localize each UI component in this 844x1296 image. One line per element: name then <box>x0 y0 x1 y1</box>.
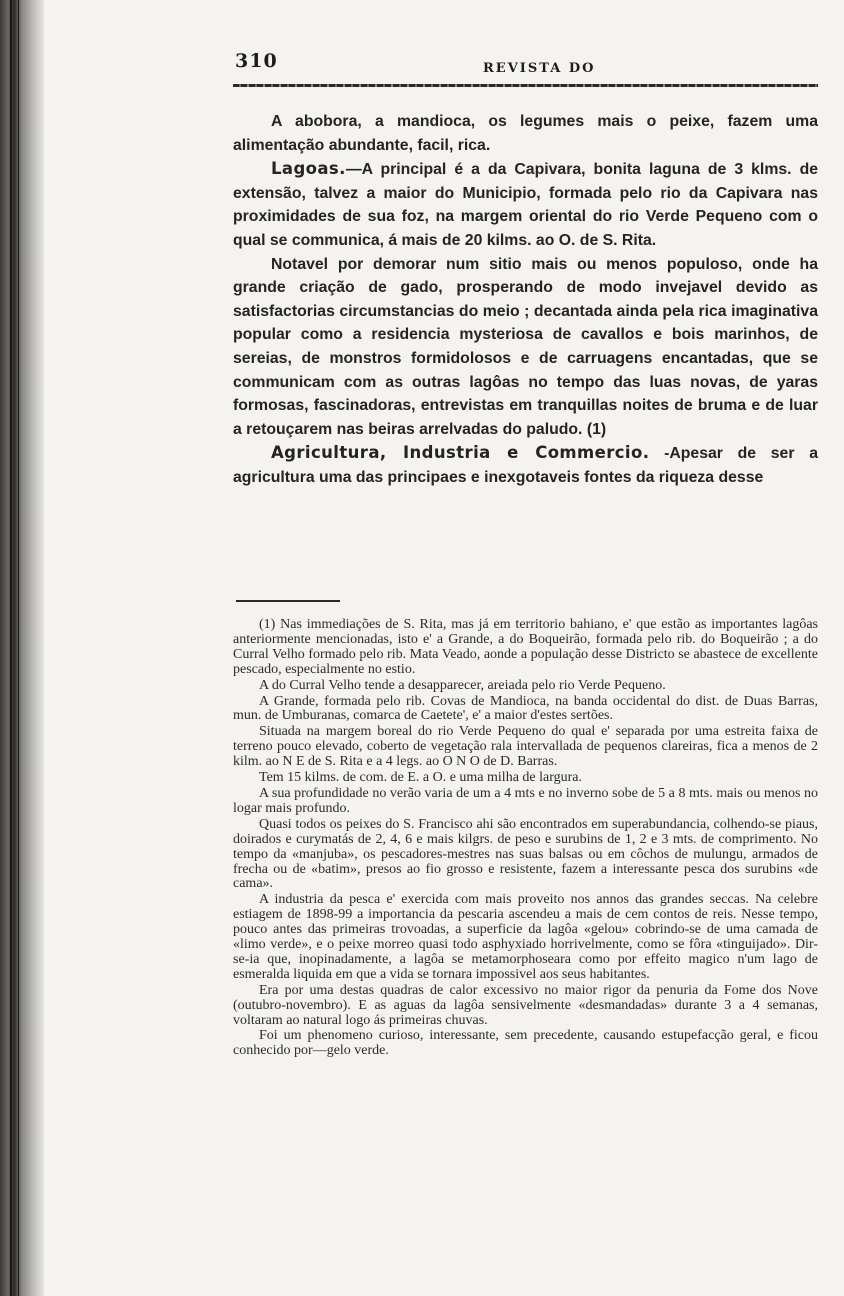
footnotes <box>233 618 818 1059</box>
footnote-paragraph: Quasi todos os peixes do S. Francisco ahi são encontrados em superabundancia, colhendo-se piaus, doirados e curymatás de 2, 4, 6 e mais kilgrs. de peso e surubins de 1, 2 e 3 mts. de comprimento. No tempo da «manjuba», os pescadores-mestres nas suas balsas ou em côchos de mulungu, armados de frecha ou de «batim», presos ao fio grosso e resistente, fazem a interessante pesca dos surubins «de cama». <box>233 816 818 892</box>
paragraph-notavel: Notavel por demorar num sitio mais ou menos populoso, onde ha grande criação de gado, prosperando de modo invejavel devido as satisfactorias circumstancias do meio ; decantada ainda pela rica imaginativa popular como a residencia mysteriosa de cavallos e bois marinhos, de sereias, de monstros formidolosos e de carruagens encantadas, que se communicam com as outras lagôas no tempo das luas novas, de yaras formosas, fascinadoras, entrevistas em tranquillas noites de bruma e de luar a retouçarem nas beiras arrelvadas do paludo. (1) <box>233 255 818 438</box>
footnote-paragraph: A industria da pesca e' exercida com mais proveito nos annos das grandes seccas. Na celebre estiagem de 1898-99 a importancia da pescaria ascendeu a mais de cem contos de reis. Nesse tempo, pouco antes das primeiras trovoadas, a superficie da lagôa «gelou» cobrindo-se de uma camada de «limo verde», e o peixe morreo quasi todo asphyxiado horrivelmente, como se fôra «tinguijado». Dir-se-ia que, inopinadamente, a lagôa se metamorphoseara como por effeito magico n'um lago de esmeralda liquida em que a vida se tornara impossivel aos seus habitantes. <box>233 892 818 982</box>
footnote-paragraph: A sua profundidade no verão varia de um a 4 mts e no inverno sobe de 5 a 8 mts. mais ou menos no logar mais profundo. <box>233 785 818 816</box>
footnote-divider <box>236 600 340 602</box>
paragraph-agricultura-body: -Apesar de ser a agricultura uma das principaes e inexgotaveis fontes da riqueza desse <box>233 445 818 486</box>
footnote-paragraph: Era por uma destas quadras de calor excessivo no maior rigor da penuria da Fome dos Nove (outubro-novembro). E as aguas da lagôa sensivelmente «desmandadas» durante 3 a 4 semanas, voltaram ao natural logo ás primeiras chuvas. <box>233 982 818 1028</box>
paragraph-food: A abobora, a mandioca, os legumes mais o peixe, fazem uma alimentação abundante, facil, rica. <box>233 113 818 154</box>
paragraph-lagoas <box>233 157 818 252</box>
running-head: REVISTA DO <box>483 61 596 76</box>
header-rule <box>233 84 818 87</box>
main-text <box>233 110 818 490</box>
paragraph-agricultura <box>233 441 818 489</box>
footnote-paragraph: A Grande, formada pelo rib. Covas de Mandioca, na banda occidental do dist. de Duas Barras, mun. de Umburanas, comarca de Caetete', e' a maior d'estes sertões. <box>233 693 818 724</box>
footnote-paragraph: Tem 15 kilms. de com. de E. a O. e uma milha de largura. <box>259 770 583 786</box>
footnote-paragraph: A do Curral Velho tende a desapparecer, areiada pelo rio Verde Pequeno. <box>259 677 666 693</box>
book-binding-edge <box>0 0 44 1296</box>
page-header <box>233 50 818 84</box>
footnote-paragraph: (1) Nas immediações de S. Rita, mas já em territorio bahiano, e' que estão as importantes lagôas anteriormente mencionadas, isto e' a Grande, a do Boqueirão, formada pelo rib. do Boqueirão ; a do Curral Velho formado pelo rib. Mata Veado, aonde a população desse Districto se abastece de excellente pescado, especialmente no estio. <box>233 617 818 677</box>
binding-shadow-line <box>18 0 19 1296</box>
footnote-paragraph: Foi um phenomeno curioso, interessante, sem precedente, causando estupefacção geral, e ficou conhecido por—gelo verde. <box>233 1028 818 1059</box>
paragraph-lagoas-body: —A principal é a da Capivara, bonita laguna de 3 klms. de extensão, talvez a maior do Municipio, formada pelo rio da Capivara nas proximidades de sua foz, na margem oriental do rio Verde Pequeno com o qual se communica, á mais de 20 kilms. ao O. de S. Rita. <box>233 161 818 249</box>
section-heading-agricultura: Agricultura, Industria e Commercio. <box>271 443 650 463</box>
binding-shadow-line <box>10 0 12 1296</box>
page-number: 310 <box>235 50 278 72</box>
section-heading-lagoas: Lagoas. <box>271 159 346 179</box>
footnote-paragraph: Situada na margem boreal do rio Verde Pequeno do qual e' separada por uma estreita faixa de terreno pouco elevado, coberto de vegetação rala intervallada de pequenos clareiras, fica a menos de 2 kilm. ao N E de S. Rita e a 4 legs. ao O N O de D. Barras. <box>233 724 818 770</box>
